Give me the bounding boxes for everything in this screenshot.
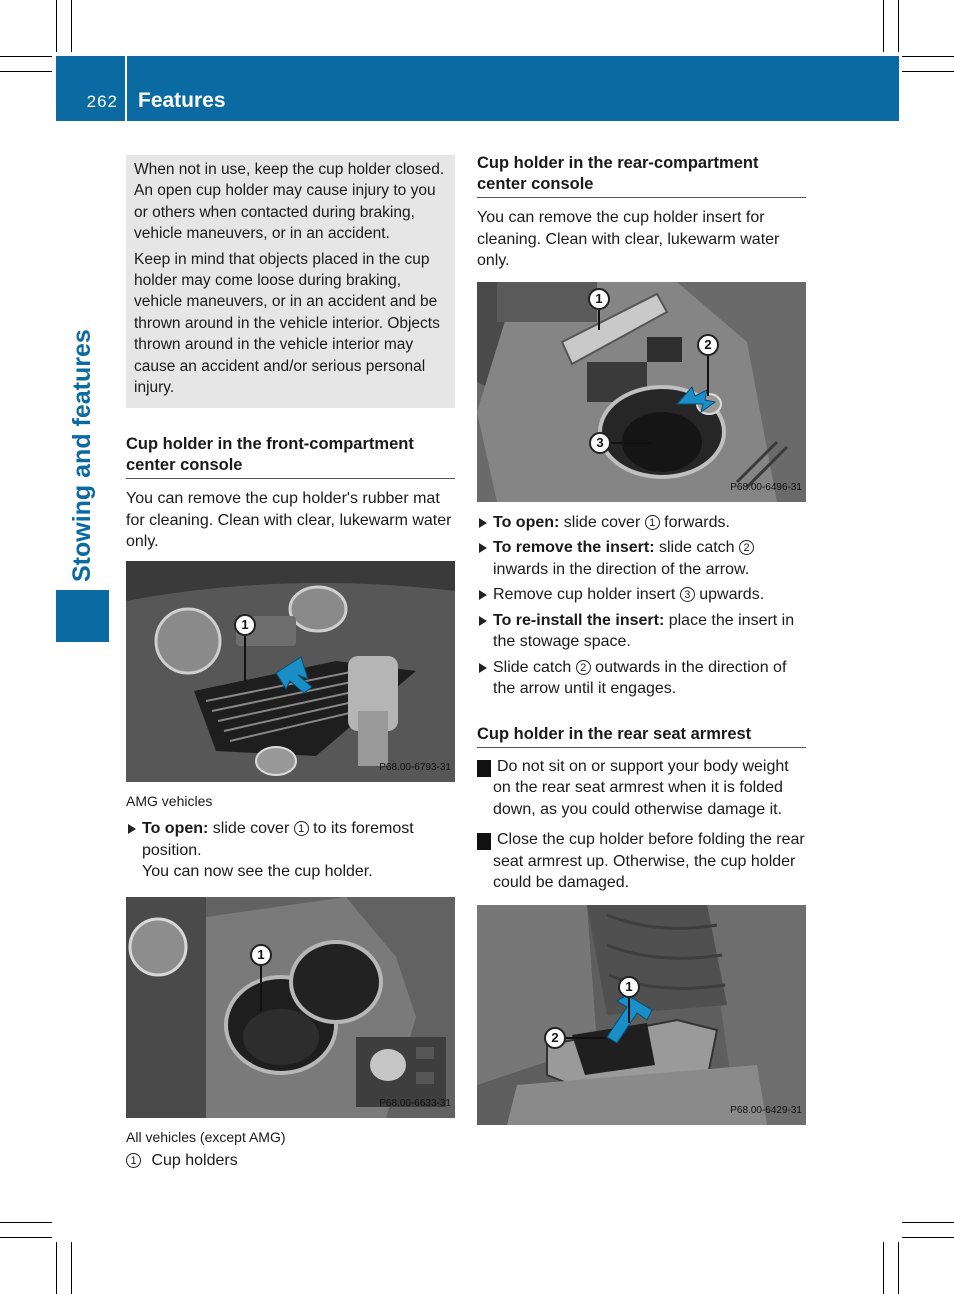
- crop-mark: [902, 56, 954, 57]
- photo-reference: P68.00-6793-31: [379, 762, 451, 774]
- step-text: Remove cup holder insert: [493, 586, 680, 603]
- exclamation-icon: !: [477, 760, 491, 777]
- step-text: slide catch: [654, 539, 739, 556]
- rear-intro: You can remove the cup holder insert for cleaning. Clean with clear, lukewarm water only.: [477, 209, 780, 269]
- chapter-side-label: Stowing and features: [68, 329, 96, 582]
- crop-mark: [883, 1242, 884, 1294]
- warning-paragraph: Keep in mind that objects placed in the cup holder may come loose during braking, vehicle maneuvers, or in an accident and be thrown around in the vehicle interior. Objects thrown around in the vehicle interior may cause an accident and/or serious personal injury.: [134, 250, 440, 397]
- callout-leader: [628, 998, 630, 1023]
- page-number: 262: [86, 92, 118, 111]
- step-label: To remove the insert:: [493, 539, 655, 556]
- instruction-step: [477, 657, 806, 700]
- rear-console-illustration: [477, 282, 806, 502]
- armrest-illustration: [477, 905, 806, 1125]
- crop-mark: [56, 1242, 57, 1294]
- crop-mark: [56, 0, 57, 52]
- notice: [473, 829, 806, 894]
- callout-1: 1: [588, 288, 610, 310]
- instruction-step: [477, 584, 806, 606]
- photo-reference: P68.00-6496-31: [730, 482, 802, 493]
- callout-2: 2: [544, 1027, 566, 1049]
- armrest-heading: Cup holder in the rear seat armrest: [477, 724, 806, 748]
- notice: [473, 756, 806, 821]
- standard-cup-holder-photo: [126, 897, 455, 1118]
- crop-mark: [883, 0, 884, 52]
- callout-leader: [566, 1037, 606, 1039]
- callout-1: 1: [234, 614, 256, 636]
- exclamation-icon: !: [477, 833, 491, 850]
- header-divider: [125, 56, 127, 121]
- front-heading: Cup holder in the front-compartment center console: [126, 434, 455, 479]
- callout-ref: 3: [680, 587, 695, 602]
- crop-mark: [71, 1242, 72, 1294]
- right-column: [473, 153, 806, 1125]
- crop-mark: [0, 71, 52, 72]
- step-text: outwards in the direction of the arrow until it engages.: [493, 658, 787, 697]
- crop-mark: [902, 71, 954, 72]
- callout-leader: [598, 310, 600, 330]
- left-column: [126, 155, 455, 1172]
- callout-1: 1: [250, 944, 272, 966]
- callout-leader: [707, 356, 709, 396]
- step-text: Slide catch: [493, 658, 576, 676]
- crop-mark: [902, 1222, 954, 1223]
- crop-mark: [898, 1242, 899, 1294]
- console-cup-holders-illustration: [126, 897, 455, 1118]
- step-label: To re-install the insert:: [493, 611, 665, 629]
- crop-mark: [0, 1237, 52, 1238]
- step-result: You can now see the cup holder.: [142, 863, 373, 881]
- step-text: inwards in the direction of the arrow.: [493, 560, 750, 578]
- crop-mark: [898, 0, 899, 52]
- amg-cup-holder-photo: [126, 561, 455, 782]
- photo-caption: All vehicles (except AMG): [126, 1128, 286, 1145]
- notice-text: Do not sit on or support your body weight on the rear seat armrest when it is folded down, as you could otherwise damage it.: [493, 757, 789, 818]
- callout-1: 1: [618, 976, 640, 998]
- legend-text: Cup holders: [151, 1152, 238, 1170]
- crop-mark: [902, 1237, 954, 1238]
- step-text: slide cover: [208, 820, 294, 838]
- instruction-step: [477, 512, 806, 534]
- instruction-step: [477, 537, 806, 580]
- rear-console-photo: [477, 282, 806, 502]
- callout-3: 3: [589, 432, 611, 454]
- step-text: place the insert in the stowage space.: [493, 611, 795, 650]
- step-text: slide cover: [559, 513, 645, 531]
- callout-leader: [611, 442, 651, 444]
- front-intro: You can remove the cup holder's rubber mat for cleaning. Clean with clear, lukewarm water only.: [126, 490, 452, 551]
- step-label: To open:: [142, 820, 209, 838]
- step-text: upwards.: [694, 586, 765, 603]
- instruction-step: [477, 610, 806, 653]
- armrest-photo: [477, 905, 806, 1125]
- crop-mark: [0, 56, 52, 57]
- callout-leader: [260, 966, 262, 1011]
- step-text: forwards.: [659, 513, 730, 531]
- crop-mark: [0, 1222, 52, 1223]
- instruction-step: [126, 818, 455, 883]
- callout-ref: 1: [645, 515, 660, 530]
- callout-leader: [244, 636, 246, 681]
- crop-mark: [71, 0, 72, 52]
- amg-console-illustration: [126, 561, 455, 782]
- section-title: Features: [138, 89, 226, 112]
- photo-reference: P68.00-6633-31: [379, 1098, 451, 1110]
- callout-ref: 2: [739, 540, 754, 555]
- step-label: To open:: [493, 513, 560, 531]
- callout-ref: 1: [294, 821, 309, 836]
- step-text: to its foremost position.: [142, 820, 414, 859]
- side-tab-marker: [56, 590, 109, 642]
- rear-heading: Cup holder in the rear-compartment center console: [477, 153, 806, 198]
- callout-2: 2: [697, 334, 719, 356]
- notice-text: Close the cup holder before folding the rear seat armrest up. Otherwise, the cup holder could be damaged.: [493, 831, 805, 891]
- callout-ref: 1: [126, 1153, 141, 1168]
- photo-caption: AMG vehicles: [126, 792, 213, 809]
- callout-ref: 2: [576, 660, 591, 675]
- warning-box: [126, 155, 455, 408]
- photo-reference: P68.00-6429-31: [730, 1105, 802, 1116]
- warning-paragraph: When not in use, keep the cup holder closed. An open cup holder may cause injury to you or others when contacted during braking, vehicle maneuvers, or in an accident.: [134, 161, 445, 243]
- legend-item: [126, 1150, 455, 1172]
